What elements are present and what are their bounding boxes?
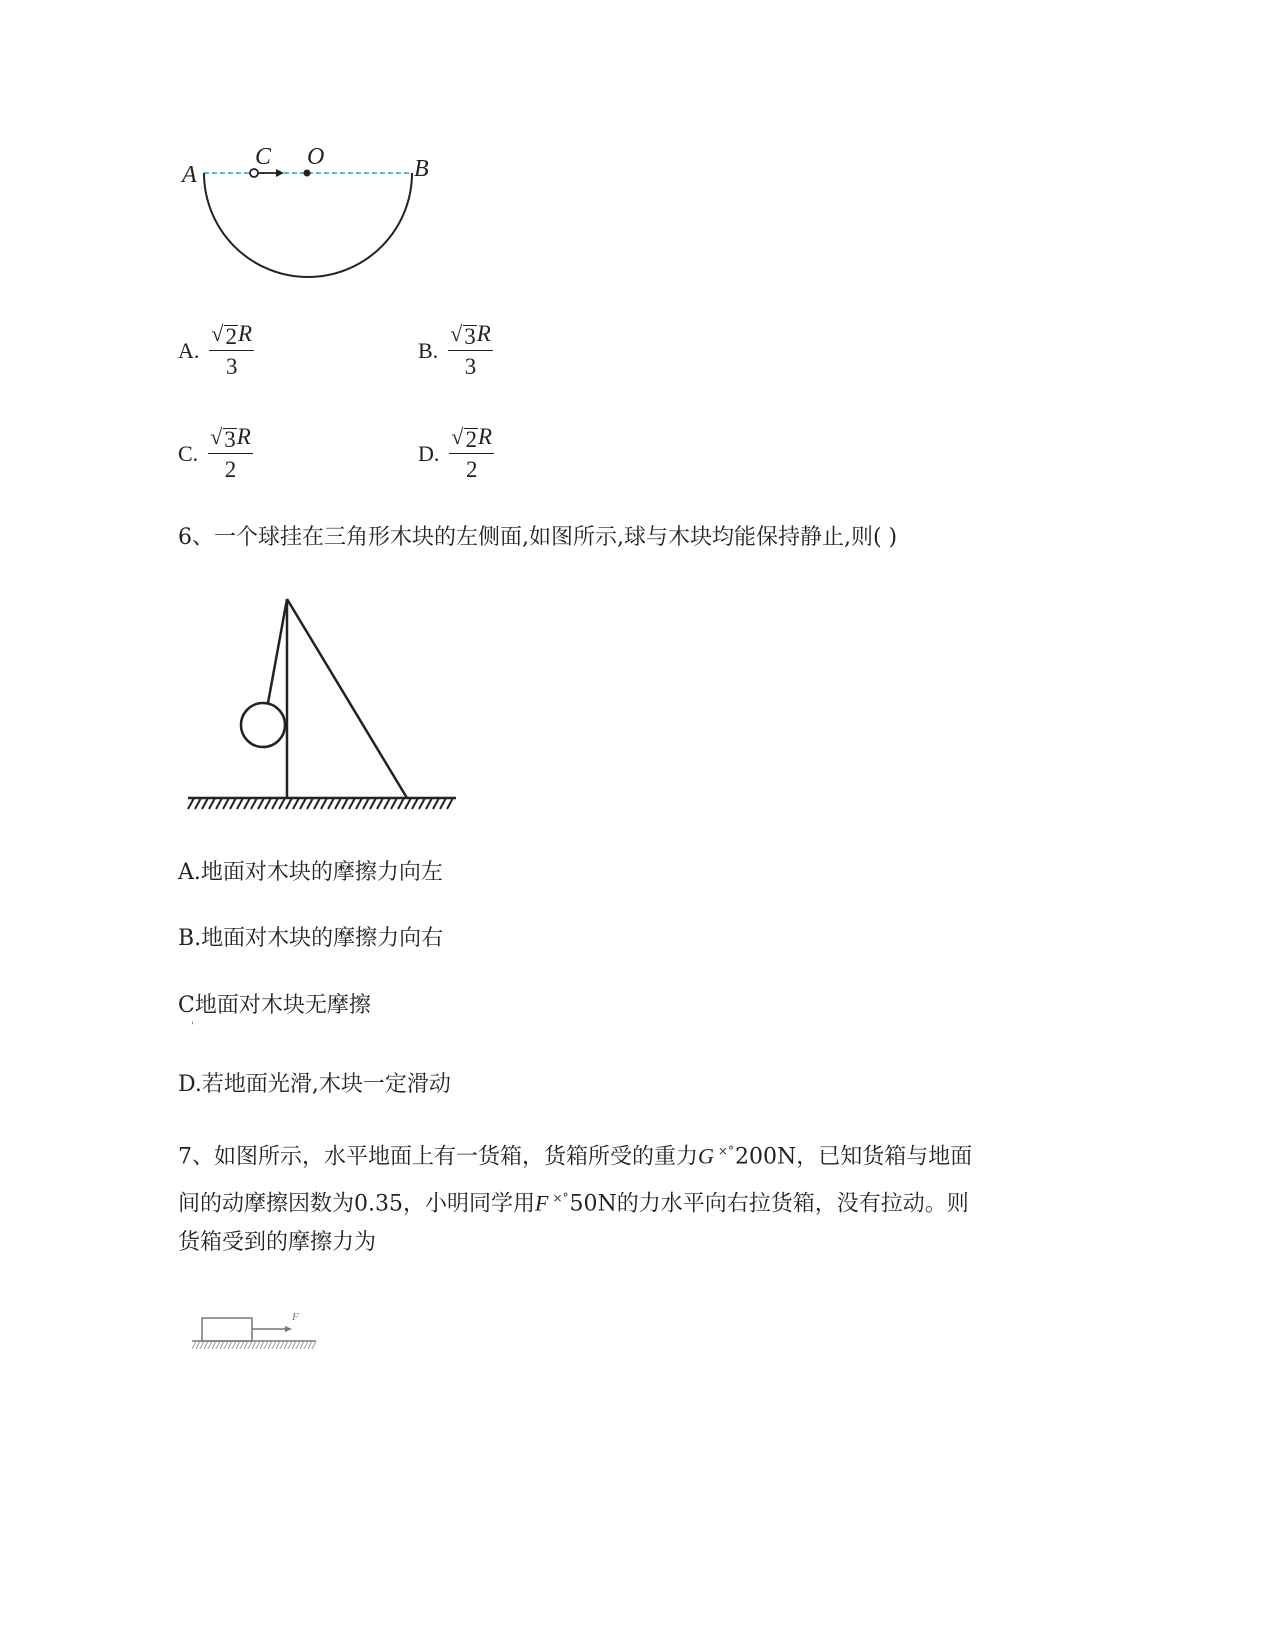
string — [268, 599, 287, 703]
option-fraction: √ 2 R 2 — [451, 424, 493, 482]
option-fraction: √ 3 R 3 — [450, 321, 491, 379]
wedge-slope — [287, 599, 407, 798]
label-b: B — [414, 156, 429, 182]
ball — [241, 703, 285, 747]
semicircle-figure — [180, 140, 440, 285]
q6-stem: 6、一个球挂在三角形木块的左侧面,如图所示,球与木块均能保持静止,则( ) — [178, 525, 898, 550]
ground-hatching — [192, 1341, 316, 1349]
q5-option-c[interactable] — [178, 423, 253, 485]
option-fraction: √ 3 R 2 — [210, 424, 251, 482]
q5-option-d[interactable] — [418, 423, 494, 485]
ground-hatching — [188, 798, 453, 809]
q6-option-b[interactable]: B.地面对木块的摩擦力向右 — [178, 926, 444, 951]
stray-mark: ' — [191, 1021, 194, 1032]
q5-option-b[interactable] — [418, 320, 493, 382]
option-fraction: √ 2 R 3 — [211, 321, 253, 379]
q7-line-2: 间的动摩擦因数为0.35，小明同学用F ×°50N的力水平向右拉货箱，没有拉动。则 — [178, 1190, 969, 1217]
q7-line-1: 7、如图所示，水平地面上有一货箱，货箱所受的重力G ×°200N，已知货箱与地面 — [178, 1143, 973, 1170]
option-letter: C. — [178, 441, 199, 466]
q7-line-3: 货箱受到的摩擦力为 — [178, 1230, 377, 1255]
q6-option-d[interactable]: D.若地面光滑,木块一定滑动 — [178, 1072, 451, 1097]
option-letter: A. — [178, 338, 200, 363]
label-a: A — [182, 162, 197, 188]
label-c: C — [255, 144, 272, 170]
label-o: O — [307, 144, 325, 170]
semicircle-arc — [204, 173, 412, 277]
force-arrowhead — [285, 1326, 292, 1332]
option-letter: D. — [418, 441, 440, 466]
q5-option-a[interactable] — [178, 320, 254, 382]
option-letter: B. — [418, 338, 439, 363]
ball-on-wedge-figure — [186, 595, 461, 813]
point-c-dot — [250, 169, 258, 177]
velocity-arrowhead — [276, 169, 284, 177]
q6-option-a[interactable]: A.地面对木块的摩擦力向左 — [178, 860, 443, 885]
center-o-dot — [304, 170, 311, 177]
q6-option-c[interactable]: C地面对木块无摩擦 — [178, 993, 371, 1018]
force-label: F — [292, 1311, 299, 1323]
cargo-box — [202, 1318, 252, 1341]
box-pull-figure — [188, 1303, 323, 1358]
